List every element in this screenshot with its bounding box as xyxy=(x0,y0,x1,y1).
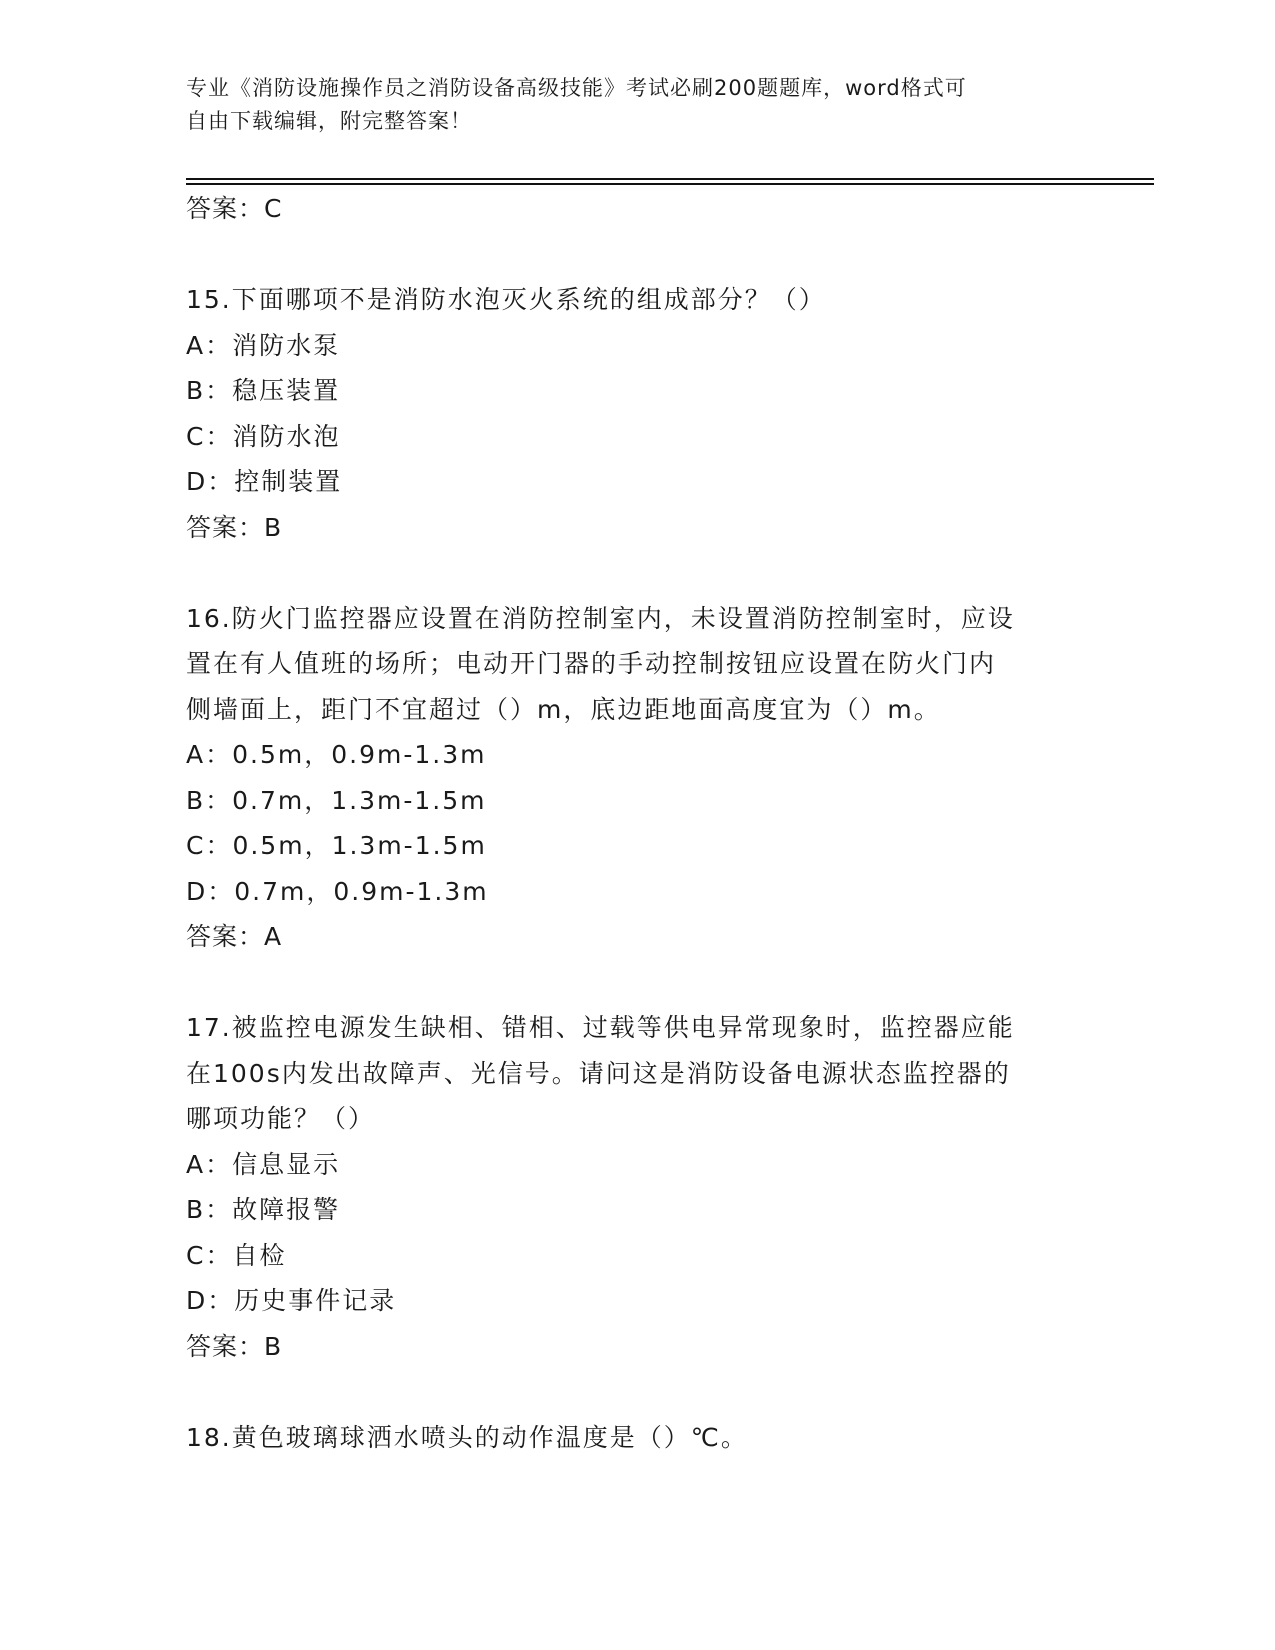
previous-answer: 答案：C xyxy=(186,194,283,223)
answer: 答案：A xyxy=(186,922,283,951)
spacer xyxy=(186,1369,1086,1415)
option-d: D：控制装置 xyxy=(186,467,343,496)
question-stem-line-2: 置在有人值班的场所；电动开门器的手动控制按钮应设置在防火门内 xyxy=(186,649,997,678)
spacer xyxy=(186,232,1086,278)
header-divider-bottom xyxy=(186,183,1154,185)
option-a: A：信息显示 xyxy=(186,1149,341,1179)
question-stem: 15.下面哪项不是消防水泡灭火系统的组成部分？（） xyxy=(186,285,826,314)
option-c: C：自检 xyxy=(186,1240,287,1270)
question-stem-line-3: 侧墙面上，距门不宜超过（）m，底边距地面高度宜为（）m。 xyxy=(186,694,941,724)
option-a: A：0.5m，0.9m-1.3m xyxy=(186,740,487,769)
question-stem-line-2: 在100s内发出故障声、光信号。请问这是消防设备电源状态监控器的 xyxy=(186,1058,1011,1088)
header-title-line-1: 专业《消防设施操作员之消防设备高级技能》考试必刷200题题库，word格式可 xyxy=(186,76,967,100)
question-15 xyxy=(186,277,1086,550)
spacer xyxy=(186,960,1086,1006)
question-stem-line-1: 17.被监控电源发生缺相、错相、过载等供电异常现象时，监控器应能 xyxy=(186,1013,1015,1042)
document-header xyxy=(186,72,1066,138)
question-16 xyxy=(186,596,1086,960)
option-c: C：消防水泡 xyxy=(186,421,341,451)
question-stem-line-3: 哪项功能？（） xyxy=(186,1104,376,1133)
option-b: B：稳压装置 xyxy=(186,376,341,405)
option-a: A：消防水泵 xyxy=(186,330,341,360)
question-list xyxy=(186,186,1086,1460)
answer: 答案：B xyxy=(186,1331,283,1361)
option-d: D：0.7m，0.9m-1.3m xyxy=(186,876,489,906)
option-c: C：0.5m，1.3m-1.5m xyxy=(186,831,487,860)
option-b: B：故障报警 xyxy=(186,1195,341,1224)
question-stem: 18.黄色玻璃球洒水喷头的动作温度是（）℃。 xyxy=(186,1422,748,1452)
question-stem-line-1: 16.防火门监控器应设置在消防控制室内，未设置消防控制室时，应设 xyxy=(186,603,1015,633)
option-b: B：0.7m，1.3m-1.5m xyxy=(186,785,487,815)
option-d: D：历史事件记录 xyxy=(186,1286,397,1315)
answer: 答案：B xyxy=(186,512,283,542)
header-divider-top xyxy=(186,178,1154,180)
header-title-line-2: 自由下载编辑，附完整答案！ xyxy=(186,109,472,133)
question-18 xyxy=(186,1415,1086,1461)
spacer xyxy=(186,550,1086,596)
question-17 xyxy=(186,1005,1086,1369)
